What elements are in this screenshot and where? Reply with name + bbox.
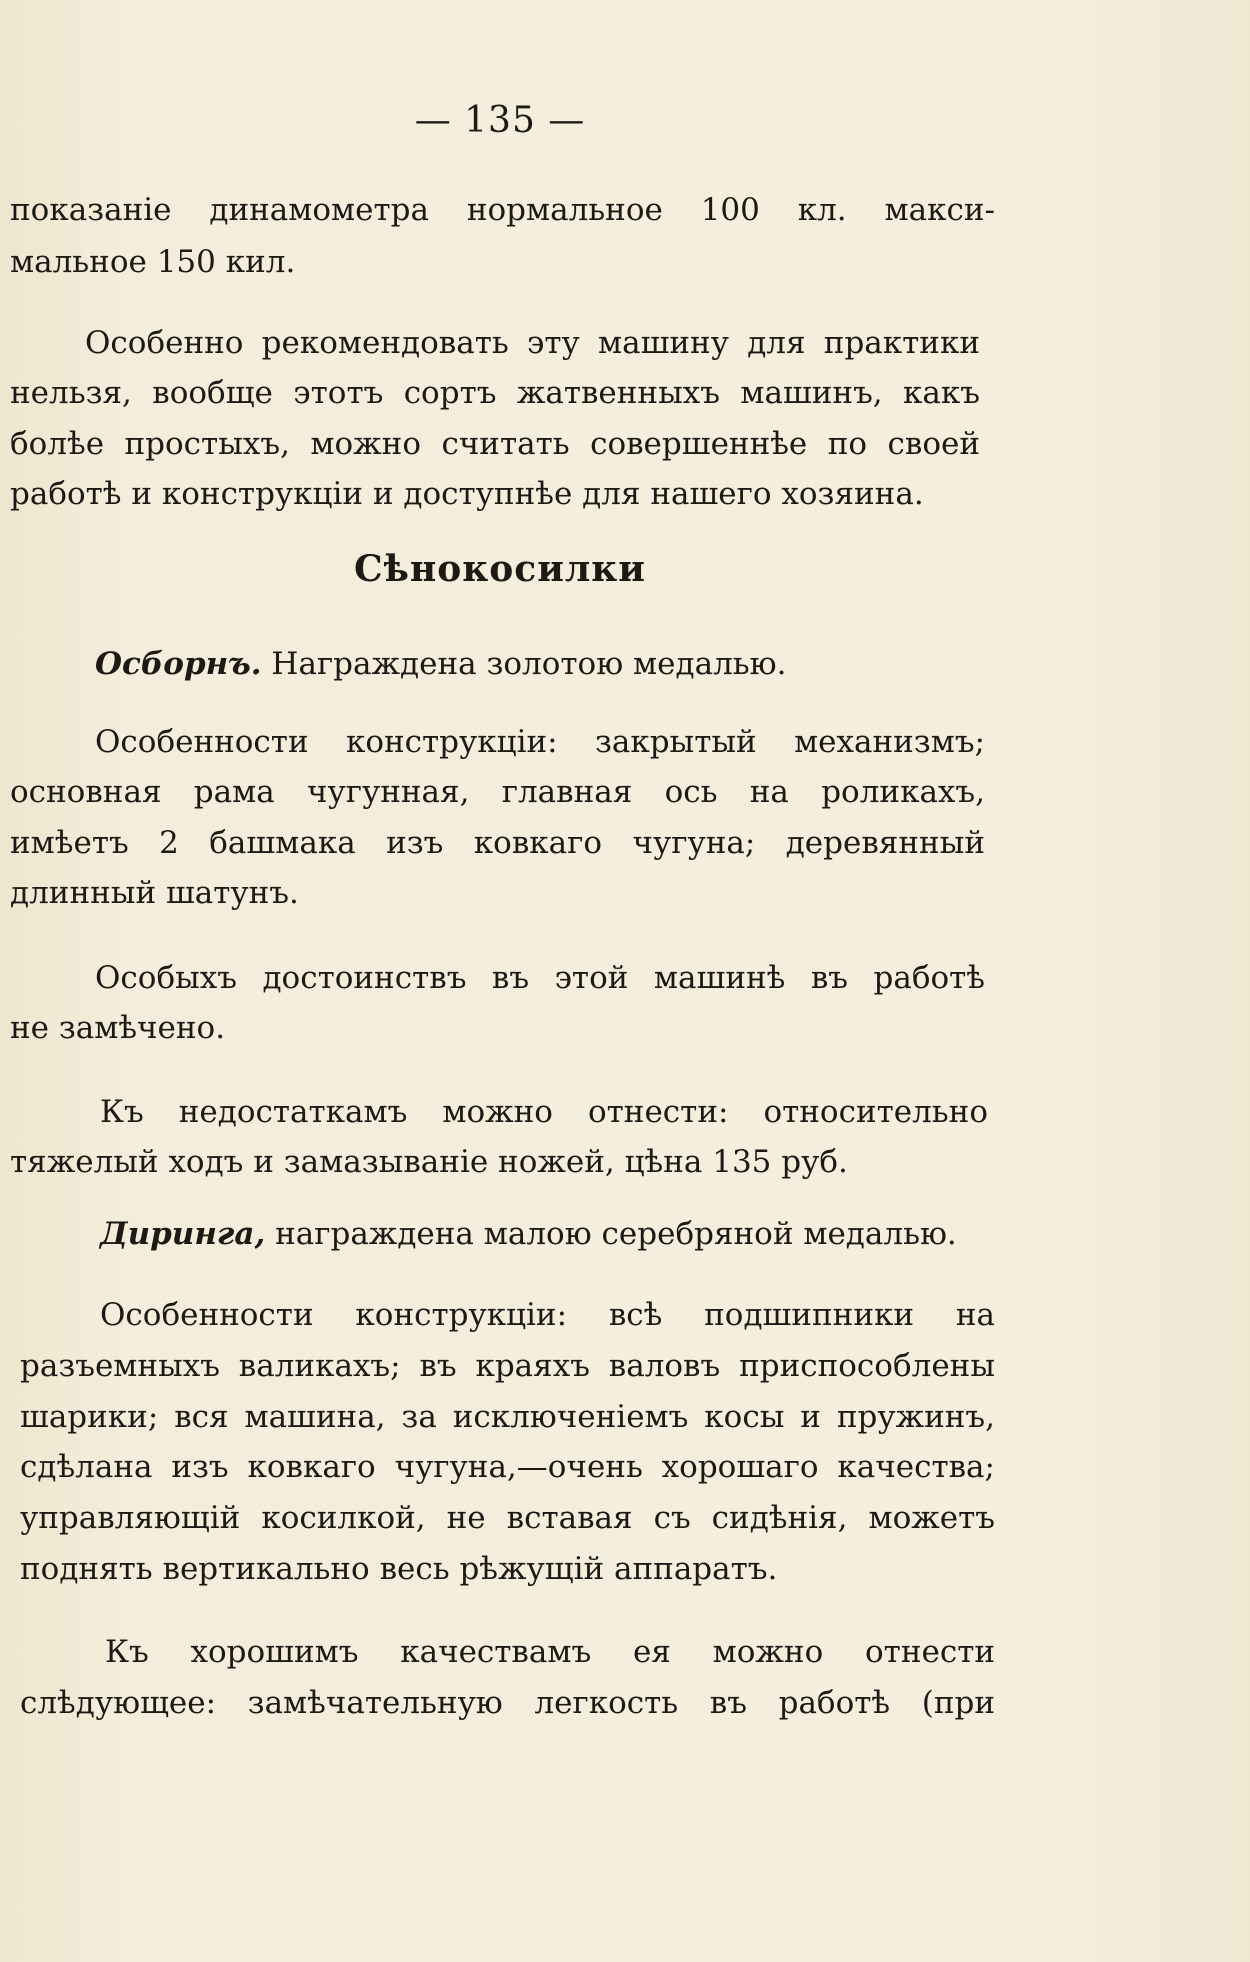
paragraph-start-line: Особенности конструкціи: закрытый механизмъ; [95, 724, 985, 760]
text-line: разъемныхъ валикахъ; въ краяхъ валовъ приспособлены [20, 1348, 995, 1384]
text-line: шарики; вся машина, за исключеніемъ косы и пружинъ, [20, 1399, 995, 1435]
paragraph-start-line: Особенно рекомендовать эту машину для практики [85, 325, 980, 361]
award-text: награждена малою серебряной медалью. [275, 1216, 957, 1252]
text-line: поднять вертикально весь рѣжущій аппаратъ. [20, 1551, 778, 1587]
machine-entry-deering [100, 1208, 1085, 1260]
text-line: показаніе динамометра нормальное 100 кл. макси- [10, 192, 995, 228]
paragraph-start-line: Особыхъ достоинствъ въ этой машинѣ въ работѣ [95, 960, 985, 996]
text-line: имѣетъ 2 башмака изъ ковкаго чугуна; деревянный [10, 825, 985, 861]
award-text: Награждена золотою медалью. [271, 646, 787, 682]
section-heading: Сѣнокосилки [353, 548, 647, 590]
text-line: не замѣчено. [10, 1010, 226, 1046]
text-line: управляющій косилкой, не вставая съ сидѣнія, можетъ [20, 1500, 995, 1536]
machine-entry-osborne [95, 638, 1080, 690]
paragraph-start-line: Особенности конструкціи: всѣ подшипники на [100, 1297, 995, 1333]
page-number: — 135 — [414, 100, 586, 141]
text-line: сдѣлана изъ ковкаго чугуна,—очень хорошаго качества; [20, 1449, 995, 1485]
machine-name: Диринга, [100, 1216, 266, 1252]
text-line: мальное 150 кил. [10, 244, 296, 280]
paragraph-start-line: Къ недостаткамъ можно отнести: относительно [100, 1094, 988, 1130]
machine-name: Осборнъ. [95, 646, 262, 682]
text-line: работѣ и конструкціи и доступнѣе для нашего хозяина. [10, 476, 924, 512]
text-line: длинный шатунъ. [10, 875, 299, 911]
text-line: тяжелый ходъ и замазываніе ножей, цѣна 135 руб. [10, 1144, 848, 1180]
text-line: нельзя, вообще этотъ сортъ жатвенныхъ машинъ, какъ [10, 375, 980, 411]
text-line: слѣдующее: замѣчательную легкость въ работѣ (при [20, 1685, 995, 1721]
text-line: болѣе простыхъ, можно считать совершеннѣе по своей [10, 426, 980, 462]
text-line: основная рама чугунная, главная ось на роликахъ, [10, 774, 985, 810]
paragraph-start-line: Къ хорошимъ качествамъ ея можно отнести [105, 1634, 995, 1670]
